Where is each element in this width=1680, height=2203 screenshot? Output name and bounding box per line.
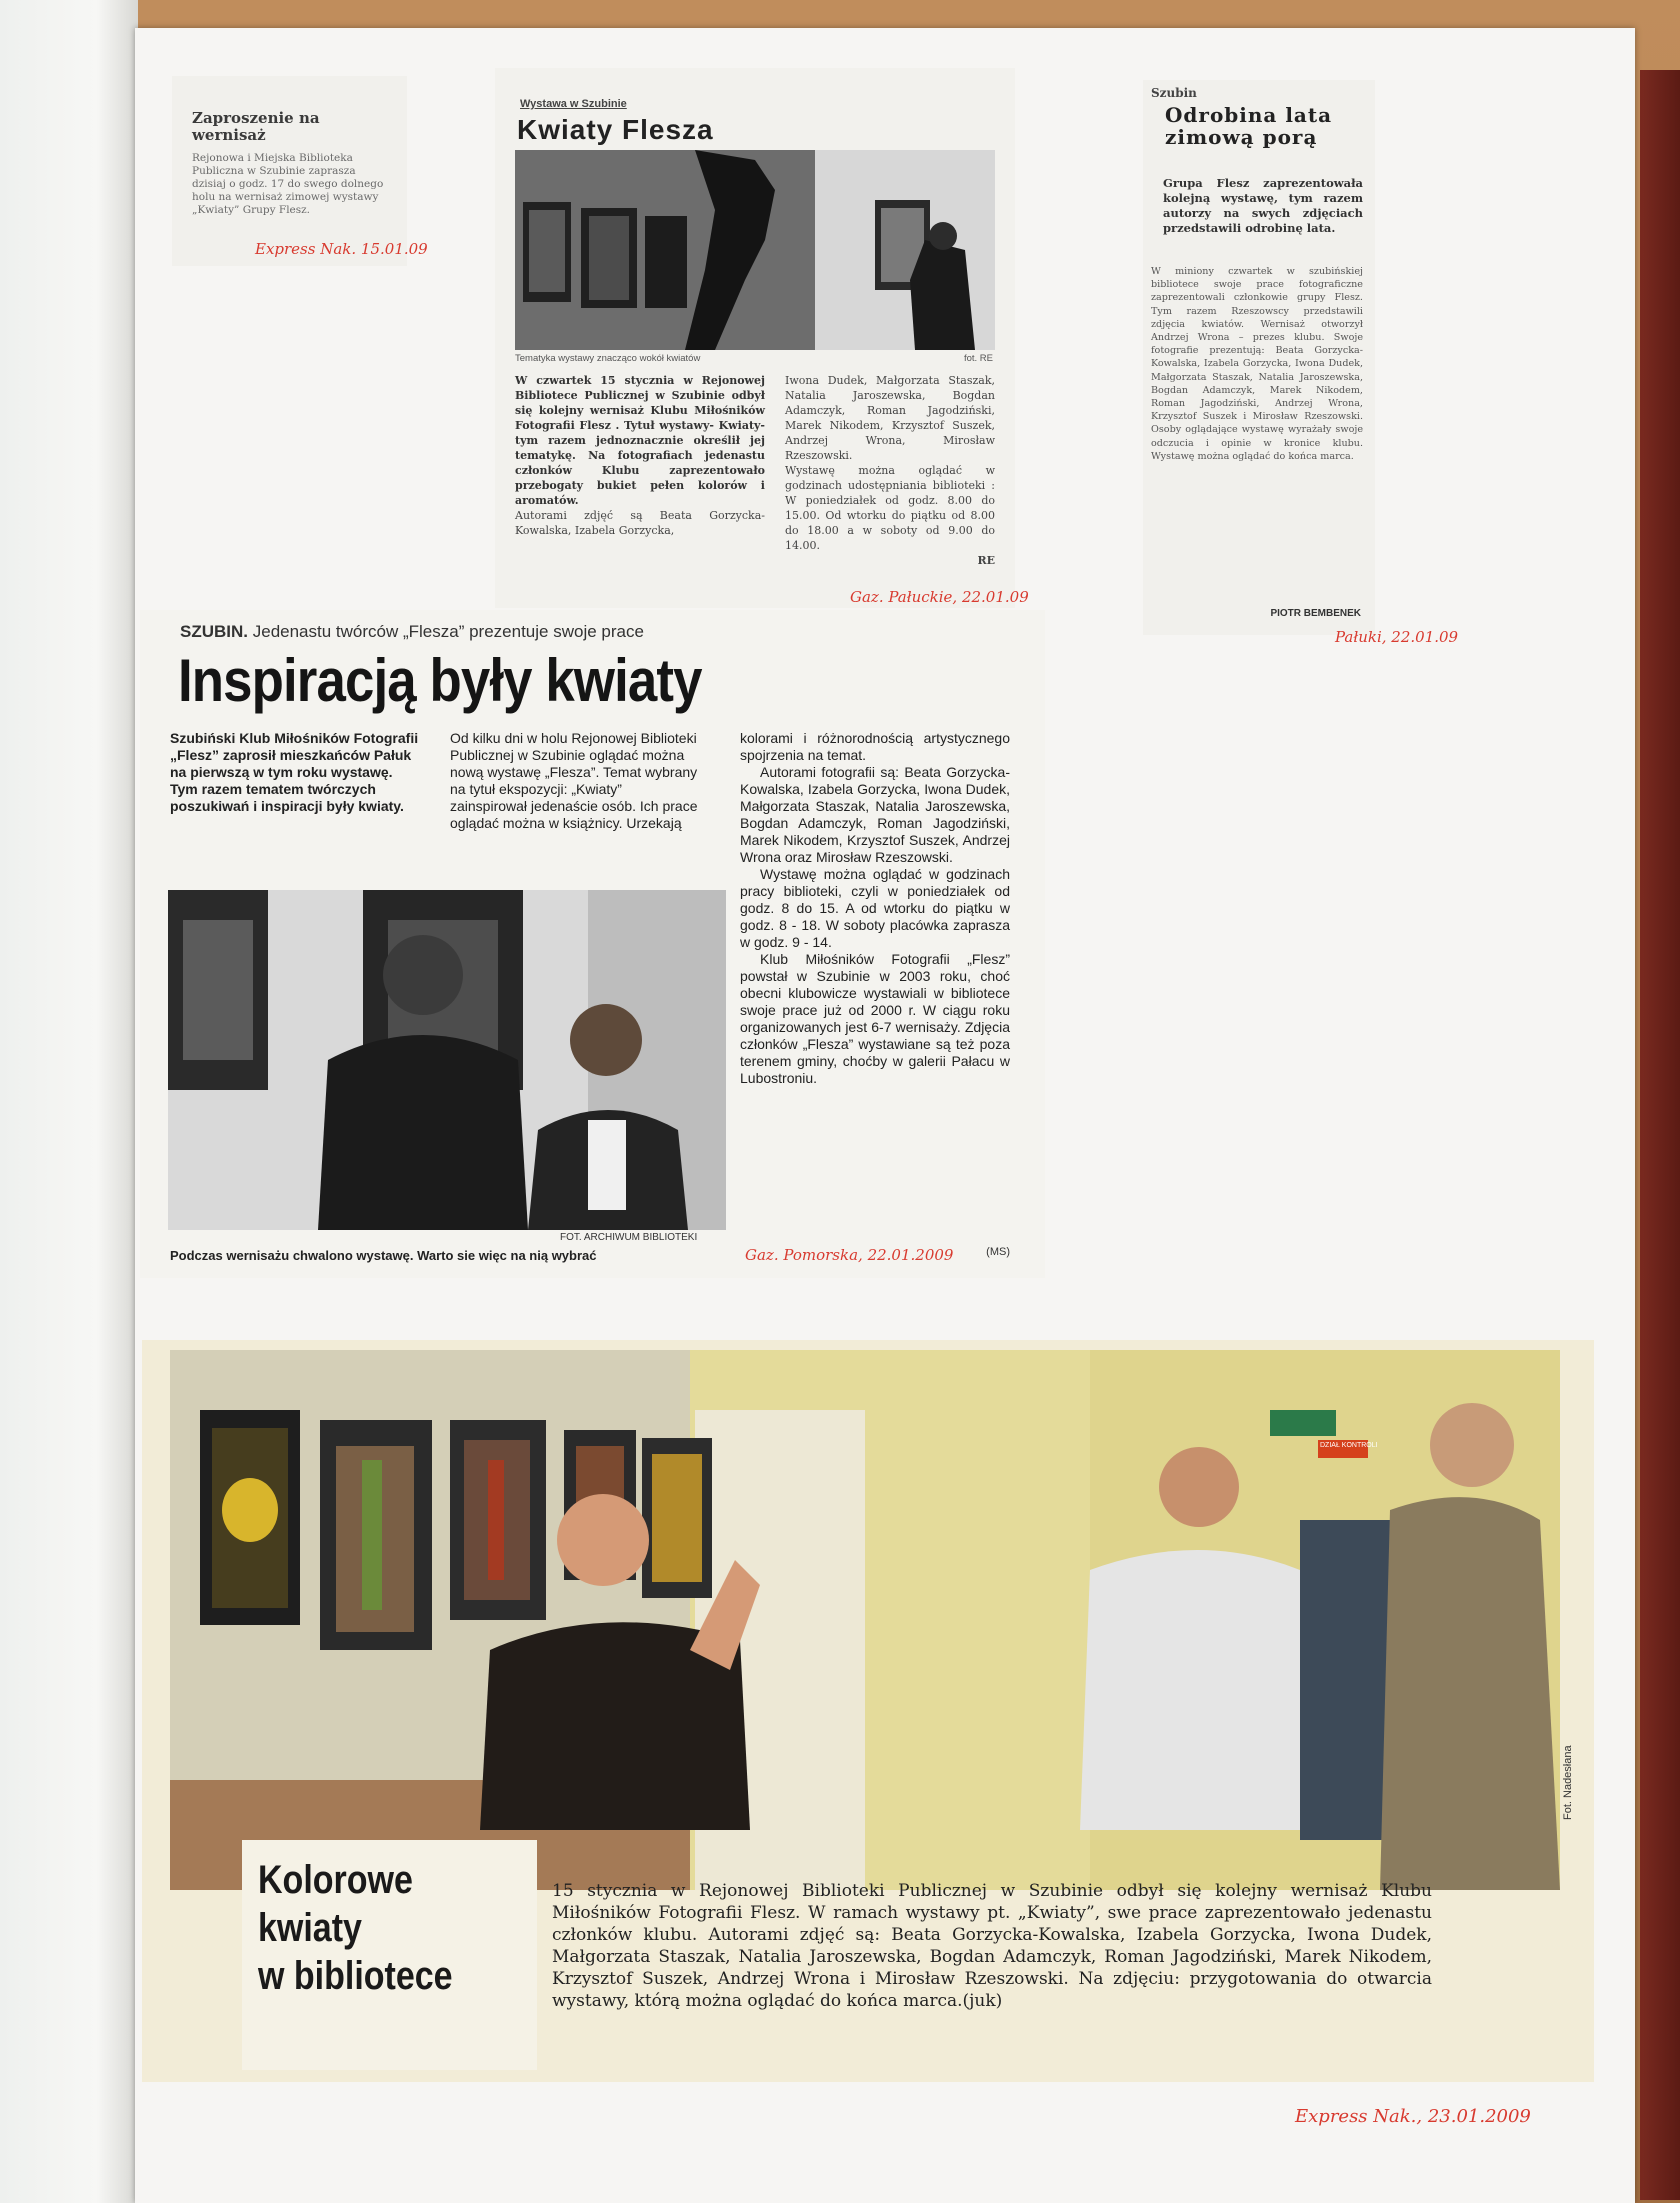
title-line: w bibliotece bbox=[258, 1954, 453, 1998]
article-signature: (MS) bbox=[986, 1246, 1010, 1258]
article-signature: RE bbox=[977, 554, 995, 567]
article-kicker bbox=[180, 622, 644, 642]
photo-credit: fot. RE bbox=[963, 353, 993, 364]
clipping-kolorowe bbox=[142, 1340, 1594, 2082]
photo-credit: Fot. Nadesłana bbox=[1562, 1745, 1574, 1820]
clipping-body: Rejonowa i Miejska Biblioteka Publiczna w Szubinie zaprasza dzisiaj o godz. 17 do swego dolnego holu na wernisaż zimowej wystawy „Kwiaty” Grupy Flesz. bbox=[192, 152, 384, 216]
source-note: Gaz. Pomorska, 22.01.2009 bbox=[745, 1246, 954, 1264]
kicker-place: SZUBIN. bbox=[180, 622, 248, 641]
article-column-2 bbox=[785, 373, 995, 568]
article-title: Inspiracją były kwiaty bbox=[178, 647, 702, 714]
clipping-odrobina bbox=[1143, 80, 1375, 635]
article-body: 15 stycznia w Rejonowej Biblioteki Publicznej w Szubinie odbył się kolejny wernisaż Klubu Miłośników Fotografii Flesz. W ramach wystawy pt. „Kwiaty”, swe prace zaprezentowało jedenastu członków klubu. Autorami zdjęć są: Beata Gorzycka-Kowalska, Izabela Gorzycka, Iwona Dudek, Małgorzata Staszak, Natalia Jaroszewska, Bogdan Adamczyk, Roman Jagodziński, Marek Nikodem, Krzysztof Suszek, Andrzej Wrona i Mirosław Rzeszowski. Na zdjęciu: przygotowania do otwarcia wystawy, którą można oglądać do końca marca.(juk) bbox=[552, 1881, 1432, 2011]
clipping-kicker: Szubin bbox=[1151, 86, 1197, 100]
article-paragraph: W czwartek 15 stycznia w Rejonowej Bibliotece Publicznej w Szubinie odbył się kolejny wernisaż Klubu Miłośników Fotografii Flesz . Tytuł wystawy- Kwiaty- tym razem jednoznacznie określił jej tematykę. Na fotografiach jedenastu członków Klubu zaprezentowało przebogaty bukiet pełen kolorów i aromatów. bbox=[515, 374, 765, 507]
source-note: Express Nak., 23.01.2009 bbox=[1295, 2106, 1531, 2127]
article-paragraph: Iwona Dudek, Małgorzata Staszak, Natalia Jaroszewska, Bogdan Adamczyk, Roman Jagodziński, Marek Nikodem, Krzysztof Suszek, Andrzej Wrona, Mirosław Rzeszowski. bbox=[785, 374, 995, 462]
article-column-1 bbox=[515, 373, 765, 538]
photo-caption: Tematyka wystawy znacząco wokół kwiatów bbox=[515, 353, 701, 364]
exit-sign-text: DZIAŁ KONTROLI bbox=[1320, 1442, 1378, 1449]
article-paragraph: Autorami zdjęć są Beata Gorzycka-Kowalska, Izabela Gorzycka, bbox=[515, 509, 765, 537]
color-photo-exhibition bbox=[170, 1350, 1560, 1890]
article-column-3 bbox=[740, 730, 1010, 1087]
clipping-inspiracja bbox=[140, 610, 1045, 1278]
photo-credit: FOT. ARCHIWUM BIBLIOTEKI bbox=[560, 1232, 698, 1243]
clipping-title: Kwiaty Flesza bbox=[517, 114, 714, 145]
clipping-kwiaty-flesza bbox=[495, 68, 1015, 608]
article-paragraph: Wystawę można oglądać w godzinach pracy biblioteki, czyli w poniedziałek od godz. 8 do 15. A od wtorku do piątku w godz. 8 - 18. W soboty placówka zaprasza w godz. 9 - 14. bbox=[740, 866, 1010, 950]
clipping-kicker: Wystawa w Szubinie bbox=[520, 98, 627, 110]
source-note: Pałuki, 22.01.09 bbox=[1335, 628, 1459, 646]
article-column-2: Od kilku dni w holu Rejonowej Biblioteki Publicznej w Szubinie oglądać można nową wystawę „Flesza”. Temat wybrany na tytuł ekspozycji: „Kwiaty” zainspirował jedenaście osób. Ich prace oglądać można w książnicy. Urzekają bbox=[450, 730, 698, 831]
article-paragraph: kolorami i różnorodnością artystycznego spojrzenia na temat. bbox=[740, 730, 1010, 763]
photo-caption: Podczas wernisażu chwalono wystawę. Warto sie więc na nią wybrać bbox=[170, 1248, 597, 1263]
facing-page bbox=[0, 0, 138, 2203]
title-line: Kolorowe bbox=[258, 1858, 413, 1902]
article-paragraph: Autorami fotografii są: Beata Gorzycka-Kowalska, Izabela Gorzycka, Iwona Dudek, Małgorzata Staszak, Natalia Jaroszewska, Bogdan Adamczyk, Roman Jagodziński, Marek Nikodem, Krzysztof Suszek, Andrzej Wrona oraz Mirosław Rzeszowski. bbox=[740, 764, 1010, 865]
article-signature: PIOTR BEMBENEK bbox=[1270, 608, 1361, 619]
article-title bbox=[242, 1840, 537, 2070]
source-note: Express Nak. 15.01.09 bbox=[255, 240, 428, 258]
album-cover-edge bbox=[1640, 70, 1680, 2200]
article-paragraph: Klub Miłośników Fotografii „Flesz” powstał w Szubinie w 2003 roku, choć obecni klubowicze wystawiali w bibliotece swoje prace już od 2000 r. W ciągu roku organizowanych jest 6-7 wernisaży. Zdjęcia członków „Flesza” wystawiane są też poza terenem gminy, choćby w galerii Pałacu w Lubostroniu. bbox=[740, 951, 1010, 1086]
clipping-lead: Grupa Flesz zaprezentowała kolejną wystawę, tym razem autorzy na swych zdjęciach przedstawili odrobinę lata. bbox=[1163, 176, 1363, 235]
title-line: kwiaty bbox=[258, 1906, 362, 1950]
article-lead: Szubiński Klub Miłośników Fotografii „Flesz” zaprosił mieszkańców Pałuk na pierwszą w tym roku wystawę. Tym razem tematem twórczych poszukiwań i inspiracji były kwiaty. bbox=[170, 730, 419, 814]
news-photo-gallery bbox=[515, 150, 995, 350]
source-note: Gaz. Pałuckie, 22.01.09 bbox=[850, 588, 1029, 606]
clipping-heading: Zaproszenie na wernisaż bbox=[192, 109, 320, 144]
clipping-title: Odrobina lata zimową porą bbox=[1165, 103, 1333, 149]
album-page bbox=[135, 28, 1635, 2203]
article-paragraph: Wystawę można oglądać w godzinach udostępniania biblioteki : W poniedziałek od godz. 8.00 do 15.00. Od wtorku do piątku od 8.00 do 18.00 a w soboty od 9.00 do 14.00. bbox=[785, 464, 995, 552]
kicker-text: Jedenastu twórców „Flesza” prezentuje swoje prace bbox=[252, 622, 644, 641]
clipping-body: W miniony czwartek w szubińskiej bibliotece swoje prace fotograficzne zaprezentowali członkowie grupy Flesz. Tym razem Rzeszowscy przedstawili zdjęcia kwiatów. Wernisaż otworzył Andrzej Wrona – prezes klubu. Swoje fotografie prezentują: Beata Gorzycka-Kowalska, Izabela Gorzycka, Iwona Dudek, Małgorzata Staszak, Natalia Jaroszewska, Bogdan Adamczyk, Marek Nikodem, Roman Jagodziński, Andrzej Wrona, Krzysztof Suszek i Mirosław Rzeszowski. Osoby oglądające wystawę wyrażały swoje odczucia i opinie w kronice klubu. Wystawę można oglądać do końca marca. bbox=[1151, 266, 1363, 462]
clipping-zaproszenie bbox=[172, 76, 407, 266]
news-photo-wernisaz bbox=[168, 890, 726, 1230]
